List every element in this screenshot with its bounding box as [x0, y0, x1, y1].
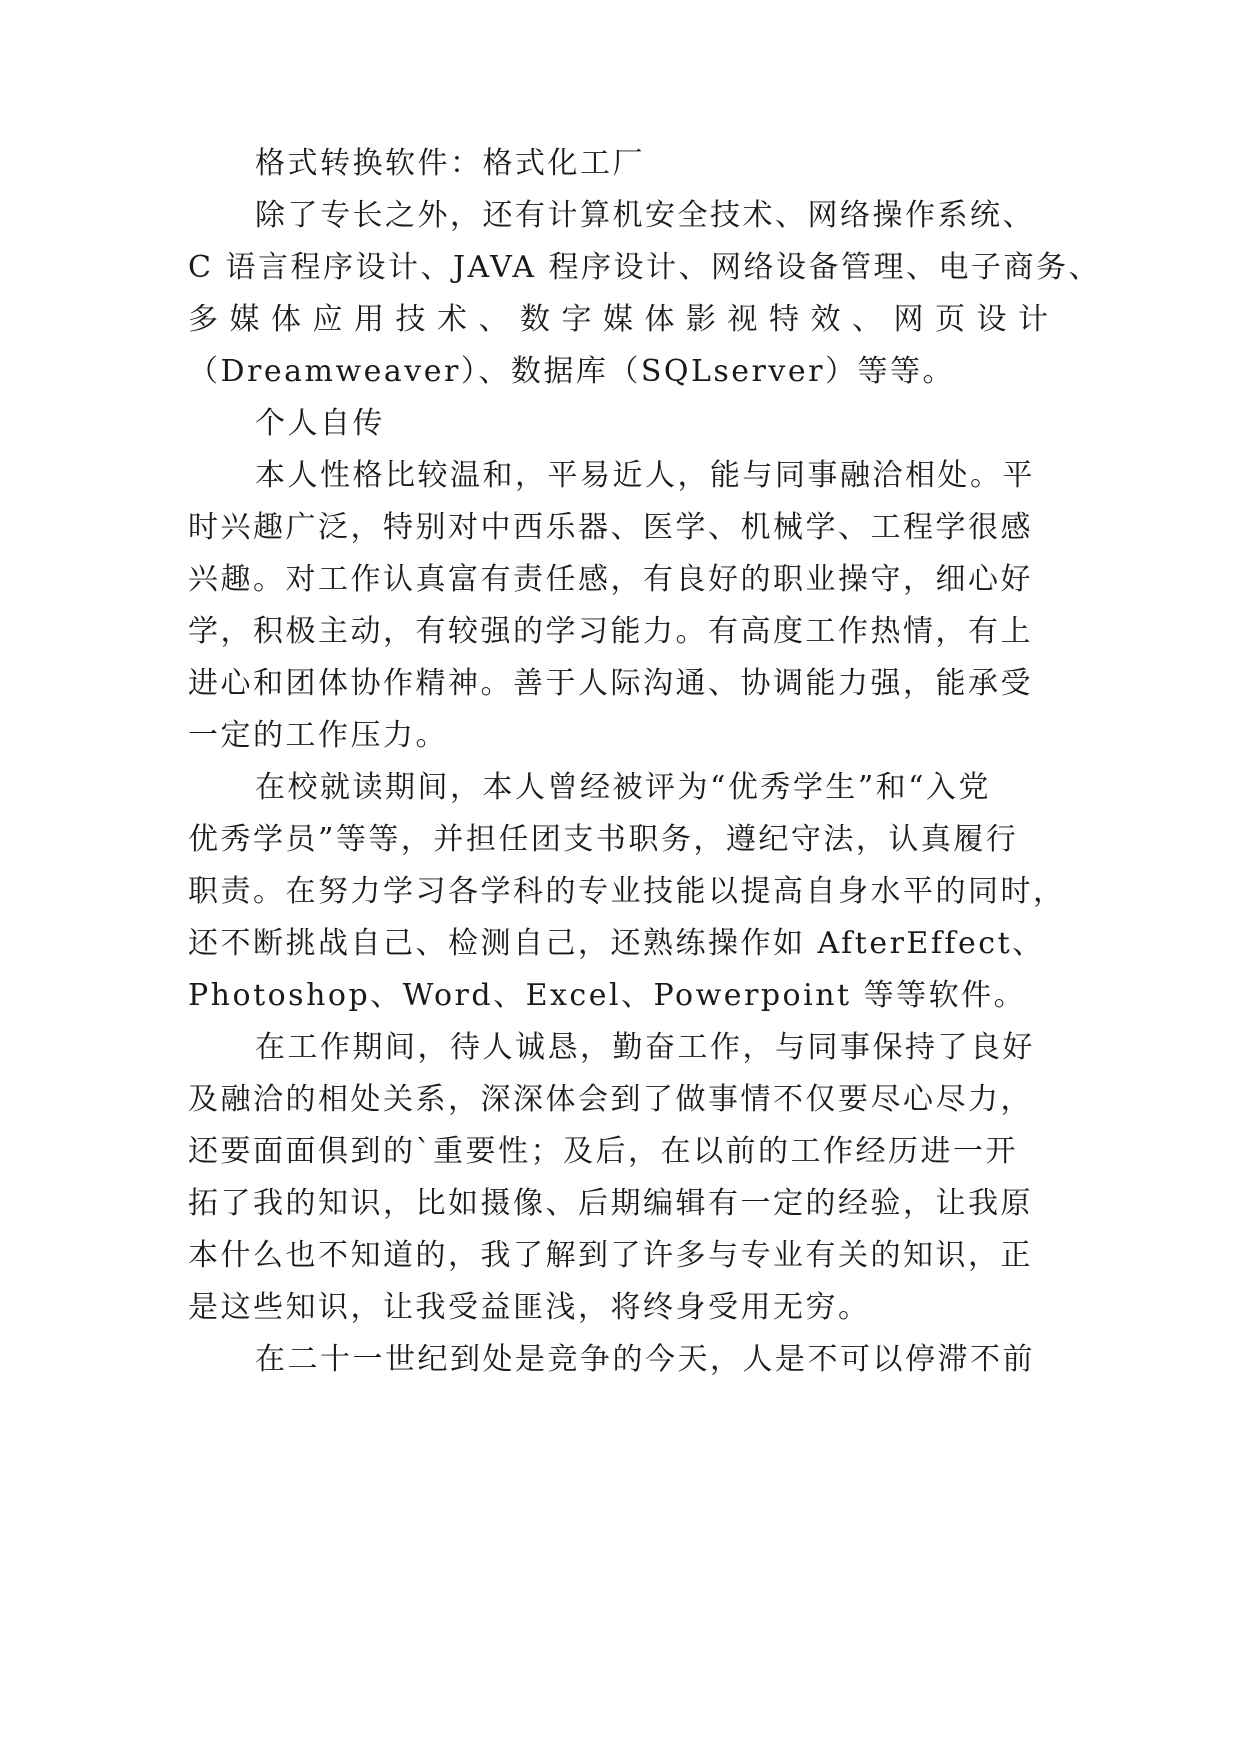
section-heading: 个人自传 [255, 406, 385, 441]
text-line: 在二十一世纪到处是竞争的今天，人是不可以停滞不前 [255, 1342, 1035, 1377]
text-line: 格式转换软件：格式化工厂 [255, 146, 645, 181]
text-line: 在工作期间，待人诚恳，勤奋工作，与同事保持了良好 [255, 1030, 1035, 1065]
text-line: 及融洽的相处关系，深深体会到了做事情不仅要尽心尽力， [188, 1082, 1033, 1117]
text-line: C 语言程序设计、JAVA 程序设计、网络设备管理、电子商务、 [188, 250, 1102, 285]
text-line: 进心和团体协作精神。善于人际沟通、协调能力强，能承受 [188, 666, 1033, 701]
text-line: 学，积极主动，有较强的学习能力。有高度工作热情，有上 [188, 614, 1033, 649]
text-line: Photoshop、Word、Excel、Powerpoint 等等软件。 [188, 978, 1027, 1013]
text-line: 是这些知识，让我受益匪浅，将终身受用无穷。 [188, 1290, 871, 1325]
text-line: 职责。在努力学习各学科的专业技能以提高自身水平的同时， [188, 874, 1066, 909]
text-line: 拓了我的知识，比如摄像、后期编辑有一定的经验，让我原 [188, 1186, 1033, 1221]
text-line: 在校就读期间，本人曾经被评为“优秀学生”和“入党 [255, 770, 992, 805]
text-line: 一定的工作压力。 [188, 718, 448, 753]
text-line: 多媒体应用技术、数字媒体影视特效、网页设计 [188, 302, 1060, 337]
text-line: 还不断挑战自己、检测自己，还熟练操作如 AfterEffect、 [188, 926, 1045, 961]
text-line: （Dreamweaver）、数据库（SQLserver）等等。 [188, 354, 955, 389]
text-line: 时兴趣广泛，特别对中西乐器、医学、机械学、工程学很感 [188, 510, 1033, 545]
text-line: 优秀学员”等等，并担任团支书职务，遵纪守法，认真履行 [188, 822, 1019, 857]
text-line: 还要面面俱到的`重要性；及后，在以前的工作经历进一开 [188, 1134, 1018, 1169]
text-line: 本什么也不知道的，我了解到了许多与专业有关的知识，正 [188, 1238, 1033, 1273]
text-line: 除了专长之外，还有计算机安全技术、网络操作系统、 [255, 198, 1035, 233]
text-line: 兴趣。对工作认真富有责任感，有良好的职业操守，细心好 [188, 562, 1033, 597]
text-line: 本人性格比较温和，平易近人，能与同事融洽相处。平 [255, 458, 1035, 493]
